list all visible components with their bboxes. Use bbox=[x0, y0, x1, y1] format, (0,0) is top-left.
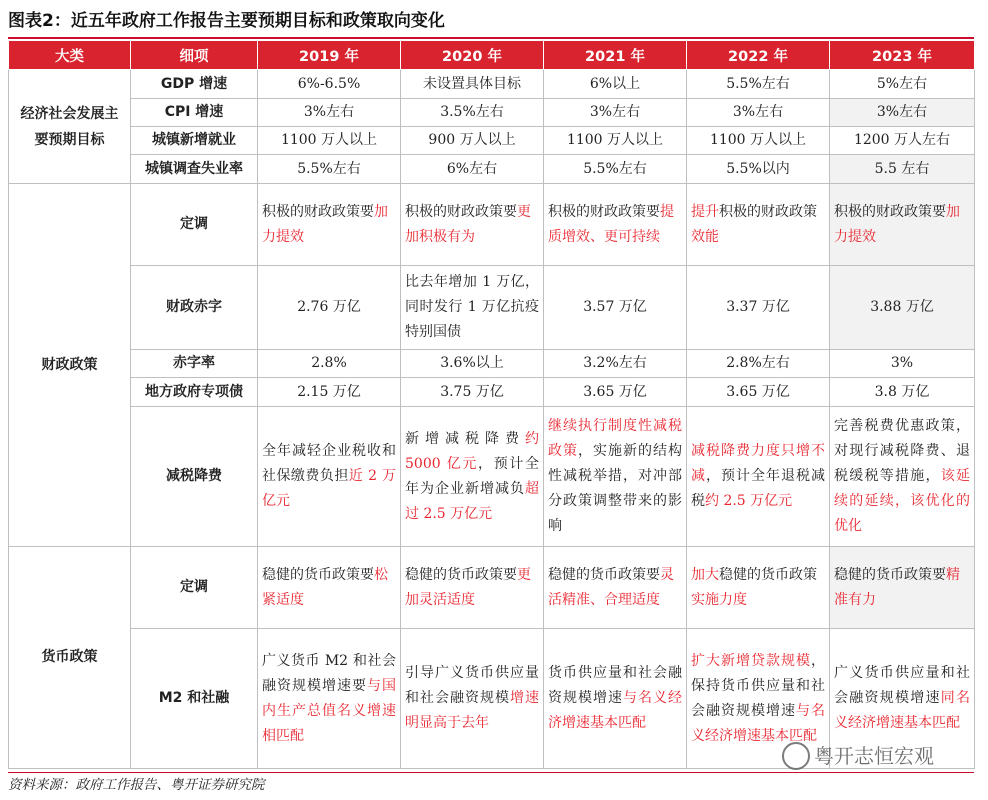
table-row bbox=[9, 127, 975, 155]
table-cell: 稳健的货币政策要精准有力 bbox=[830, 547, 975, 629]
table-cell: 3%左右 bbox=[687, 99, 830, 127]
header-2020: 2020 年 bbox=[401, 41, 544, 70]
table-cell: 新增减税降费约 5000 亿元，预计全年为企业新增减负超过 2.5 万亿元 bbox=[401, 407, 544, 547]
table-cell: 3.75 万亿 bbox=[401, 378, 544, 407]
header-category: 大类 bbox=[9, 41, 131, 70]
header-2021: 2021 年 bbox=[544, 41, 687, 70]
table-cell: 稳健的货币政策要更加灵活适度 bbox=[401, 547, 544, 629]
table-cell: 3.88 万亿 bbox=[830, 266, 975, 350]
header-item: 细项 bbox=[131, 41, 258, 70]
table-cell: 完善税费优惠政策，对现行减税降费、退税缓税等措施，该延续的延续，该优化的优化 bbox=[830, 407, 975, 547]
table-row bbox=[9, 350, 975, 378]
table-cell: 3%左右 bbox=[830, 99, 975, 127]
header-2023: 2023 年 bbox=[830, 41, 975, 70]
table-row bbox=[9, 407, 975, 547]
item-fiscal-deficit: 财政赤字 bbox=[131, 266, 258, 350]
table-cell: 3.6%以上 bbox=[401, 350, 544, 378]
table-cell: 比去年增加 1 万亿，同时发行 1 万亿抗疫特别国债 bbox=[401, 266, 544, 350]
item-tax-cuts: 减税降费 bbox=[131, 407, 258, 547]
item-fiscal-tone: 定调 bbox=[131, 184, 258, 266]
table-cell: 1100 万人以上 bbox=[258, 127, 401, 155]
table-cell: 3% bbox=[830, 350, 975, 378]
table-cell: 1200 万人左右 bbox=[830, 127, 975, 155]
table-cell: 3.57 万亿 bbox=[544, 266, 687, 350]
table-cell: 引导广义货币供应量和社会融资规模增速明显高于去年 bbox=[401, 629, 544, 769]
table-cell: 2.76 万亿 bbox=[258, 266, 401, 350]
figure-title: 图表2：近五年政府工作报告主要预期目标和政策取向变化 bbox=[8, 11, 445, 31]
table-cell: 加大稳健的货币政策实施力度 bbox=[687, 547, 830, 629]
table-cell: 积极的财政政策要加力提效 bbox=[830, 184, 975, 266]
table-cell: 5.5%左右 bbox=[544, 155, 687, 184]
table-row bbox=[9, 184, 975, 266]
table-cell: 1100 万人以上 bbox=[544, 127, 687, 155]
table-cell: 6%-6.5% bbox=[258, 70, 401, 99]
item-gdp: GDP 增速 bbox=[131, 70, 258, 99]
table-row bbox=[9, 378, 975, 407]
title-divider bbox=[8, 37, 974, 39]
table-cell: 3%左右 bbox=[258, 99, 401, 127]
item-cpi: CPI 增速 bbox=[131, 99, 258, 127]
table-cell: 1100 万人以上 bbox=[687, 127, 830, 155]
table-row bbox=[9, 155, 975, 184]
table-cell: 全年减轻企业税收和社保缴费负担近 2 万亿元 bbox=[258, 407, 401, 547]
table-cell: 3.37 万亿 bbox=[687, 266, 830, 350]
item-local-special-bonds: 地方政府专项债 bbox=[131, 378, 258, 407]
table-cell: 3.2%左右 bbox=[544, 350, 687, 378]
table-cell: 扩大新增贷款规模，保持货币供应量和社会融资规模增速与名义经济增速基本匹配 bbox=[687, 629, 830, 769]
wechat-icon bbox=[782, 742, 810, 770]
table-cell: 5%左右 bbox=[830, 70, 975, 99]
table-cell: 3.65 万亿 bbox=[687, 378, 830, 407]
source-divider bbox=[8, 772, 974, 773]
table-cell: 5.5%左右 bbox=[258, 155, 401, 184]
table-cell: 3%左右 bbox=[544, 99, 687, 127]
table-header-row bbox=[9, 41, 975, 70]
table-cell: 2.8% bbox=[258, 350, 401, 378]
table-row bbox=[9, 70, 975, 99]
item-unemployment: 城镇调查失业率 bbox=[131, 155, 258, 184]
table-cell: 6%以上 bbox=[544, 70, 687, 99]
table-cell: 5.5 左右 bbox=[830, 155, 975, 184]
table-cell: 6%左右 bbox=[401, 155, 544, 184]
table-cell: 货币供应量和社会融资规模增速与名义经济增速基本匹配 bbox=[544, 629, 687, 769]
item-urban-jobs: 城镇新增就业 bbox=[131, 127, 258, 155]
table-cell: 广义货币 M2 和社会融资规模增速要与国内生产总值名义增速相匹配 bbox=[258, 629, 401, 769]
category-fiscal-policy: 财政政策 bbox=[9, 184, 131, 547]
item-deficit-rate: 赤字率 bbox=[131, 350, 258, 378]
item-monetary-tone: 定调 bbox=[131, 547, 258, 629]
source-note: 资料来源：政府工作报告、粤开证券研究院 bbox=[8, 777, 265, 793]
item-m2-social-financing: M2 和社融 bbox=[131, 629, 258, 769]
policy-table bbox=[8, 40, 975, 769]
table-cell: 3.5%左右 bbox=[401, 99, 544, 127]
category-econ-targets: 经济社会发展主要预期目标 bbox=[9, 70, 131, 184]
table-cell: 减税降费力度只增不减，预计全年退税减税约 2.5 万亿元 bbox=[687, 407, 830, 547]
header-2022: 2022 年 bbox=[687, 41, 830, 70]
table-cell: 稳健的货币政策要松紧适度 bbox=[258, 547, 401, 629]
table-cell: 2.15 万亿 bbox=[258, 378, 401, 407]
table-cell: 3.8 万亿 bbox=[830, 378, 975, 407]
table-cell: 广义货币供应量和社会融资规模增速同名义经济增速基本匹配 bbox=[830, 629, 975, 769]
table-cell: 未设置具体目标 bbox=[401, 70, 544, 99]
table-cell: 积极的财政政策要加力提效 bbox=[258, 184, 401, 266]
table-cell: 900 万人以上 bbox=[401, 127, 544, 155]
header-2019: 2019 年 bbox=[258, 41, 401, 70]
table-cell: 稳健的货币政策要灵活精准、合理适度 bbox=[544, 547, 687, 629]
category-monetary-policy: 货币政策 bbox=[9, 547, 131, 769]
watermark: 粤开志恒宏观 bbox=[782, 742, 934, 770]
table-cell: 5.5%左右 bbox=[687, 70, 830, 99]
table-cell: 积极的财政政策要提质增效、更可持续 bbox=[544, 184, 687, 266]
table-row bbox=[9, 547, 975, 629]
table-cell: 5.5%以内 bbox=[687, 155, 830, 184]
table-row bbox=[9, 99, 975, 127]
table-cell: 继续执行制度性减税政策，实施新的结构性减税举措，对冲部分政策调整带来的影响 bbox=[544, 407, 687, 547]
table-cell: 2.8%左右 bbox=[687, 350, 830, 378]
table-cell: 积极的财政政策要更加积极有为 bbox=[401, 184, 544, 266]
table-cell: 提升积极的财政政策效能 bbox=[687, 184, 830, 266]
table-cell: 3.65 万亿 bbox=[544, 378, 687, 407]
table-row bbox=[9, 266, 975, 350]
